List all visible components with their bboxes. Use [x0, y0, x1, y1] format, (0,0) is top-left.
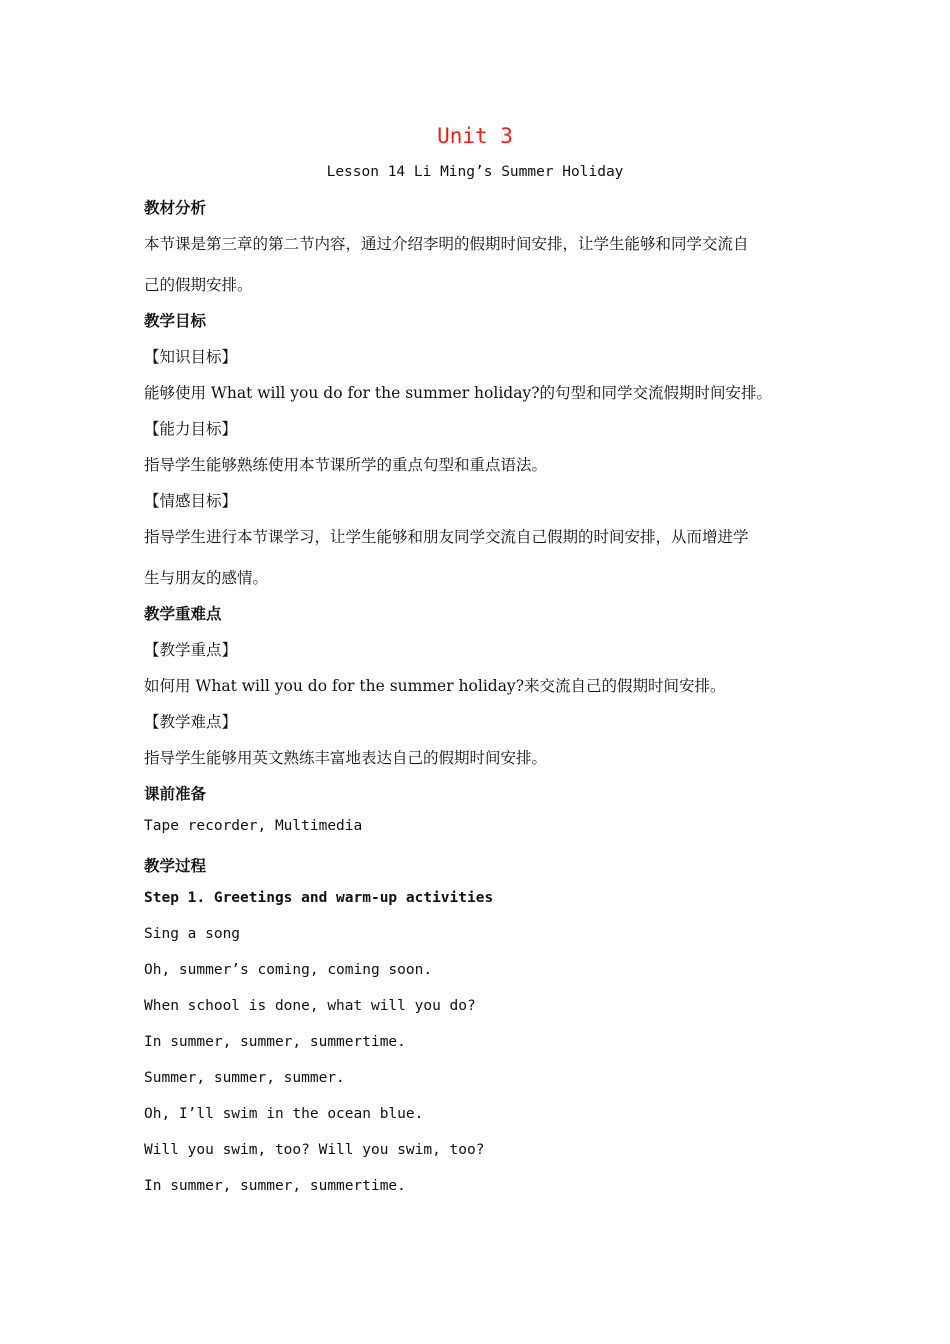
ability-label: 【能力目标】 — [144, 420, 238, 438]
difficulty-text: 指导学生能够用英文熟练丰富地表达自己的假期时间安排。 — [144, 749, 548, 767]
song-line: Summer, summer, summer. — [144, 1070, 345, 1086]
step-1-heading: Step 1. Greetings and warm-up activities — [144, 890, 494, 906]
song-line: Will you swim, too? Will you swim, too? — [144, 1142, 485, 1158]
song-line: Oh, I’ll swim in the ocean blue. — [144, 1106, 424, 1122]
song-line: In summer, summer, summertime. — [144, 1178, 406, 1194]
difficulty-label: 【教学难点】 — [144, 713, 238, 731]
emotion-line-2: 生与朋友的感情。 — [144, 569, 269, 587]
emotion-label: 【情感目标】 — [144, 492, 238, 510]
section-heading-analysis: 教材分析 — [144, 199, 207, 217]
section-heading-key-points: 教学重难点 — [144, 605, 222, 623]
section-heading-preparation: 课前准备 — [144, 785, 207, 803]
ability-text: 指导学生能够熟练使用本节课所学的重点句型和重点语法。 — [144, 456, 548, 474]
song-line: In summer, summer, summertime. — [144, 1034, 406, 1050]
section-heading-objectives: 教学目标 — [144, 312, 207, 330]
emotion-line-1: 指导学生进行本节课学习，让学生能够和朋友同学交流自己假期的时间安排，从而增进学 — [144, 528, 749, 546]
focus-label: 【教学重点】 — [144, 641, 238, 659]
preparation-text: Tape recorder, Multimedia — [144, 818, 363, 834]
document-title: Unit 3 — [437, 124, 513, 148]
focus-text: 如何用 What will you do for the summer holiday?来交流自己的假期时间安排。 — [144, 677, 726, 695]
song-line: Sing a song — [144, 926, 241, 942]
section-heading-process: 教学过程 — [144, 857, 207, 875]
knowledge-label: 【知识目标】 — [144, 348, 238, 366]
knowledge-text: 能够使用 What will you do for the summer holiday?的句型和同学交流假期时间安排。 — [144, 384, 773, 402]
song-line: Oh, summer’s coming, coming soon. — [144, 962, 433, 978]
lesson-subtitle: Lesson 14 Li Ming’s Summer Holiday — [326, 164, 624, 180]
analysis-line-1: 本节课是第三章的第二节内容，通过介绍李明的假期时间安排，让学生能够和同学交流自 — [144, 235, 749, 253]
song-line: When school is done, what will you do? — [144, 998, 476, 1014]
analysis-line-2: 己的假期安排。 — [144, 276, 253, 294]
